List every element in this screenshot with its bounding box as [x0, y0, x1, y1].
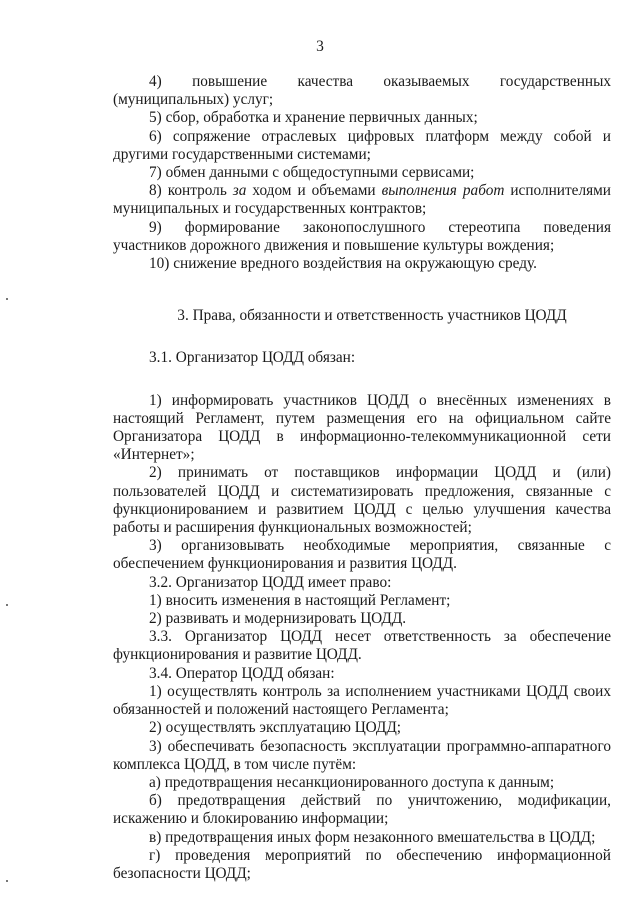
scan-margin-mark	[6, 880, 8, 882]
list-item: 1) вносить изменения в настоящий Регламент;	[149, 591, 451, 609]
subsection-title: 3.2. Организатор ЦОДД имеет право:	[149, 573, 392, 591]
list-item: г) проведения мероприятий по обеспечению информационной безопасности ЦОДД;	[113, 846, 611, 882]
list-item: 1) информировать участников ЦОДД о внесённых изменениях в настоящий Регламент, путем размещения его на официальном сайте Организатора ЦОДД в информационно-телекоммуникационной сети «Интернет»;	[113, 391, 611, 464]
scan-margin-mark	[6, 298, 8, 300]
scan-margin-mark	[6, 604, 8, 606]
list-item: а) предотвращения несанкционированного доступа к данным;	[149, 773, 555, 791]
list-item: 6) сопряжение отраслевых цифровых платформ между собой и другими государственными системами;	[113, 127, 611, 163]
subsection-title: 3.1. Организатор ЦОДД обязан:	[149, 349, 356, 367]
item8-part: исполнителями муниципальных и государственных контрактов;	[113, 182, 611, 218]
item8-part: 8) контроль	[149, 182, 233, 200]
list-item: 9) формирование законопослушного стереотипа поведения участников дорожного движения и повышение культуры вождения;	[113, 218, 611, 254]
list-item: 3) организовывать необходимые мероприятия, связанные с обеспечением функционирования и развития ЦОДД.	[113, 537, 611, 573]
list-item: 2) осуществлять эксплуатацию ЦОДД;	[149, 719, 402, 737]
document-body	[113, 73, 611, 883]
list-item: 2) развивать и модернизировать ЦОДД.	[149, 610, 407, 628]
list-item: 4) повышение качества оказываемых государственных (муниципальных) услуг;	[113, 73, 611, 109]
list-item: 3) обеспечивать безопасность эксплуатации программно-аппаратного комплекса ЦОДД, в том числе путём:	[113, 737, 611, 773]
subsection-title: 3.4. Оператор ЦОДД обязан:	[149, 664, 335, 682]
subsection-paragraph: 3.3. Организатор ЦОДД несет ответственность за обеспечение функционирования и развитие ЦОДД.	[113, 628, 611, 664]
list-item: 7) обмен данными с общедоступными сервисами;	[149, 164, 475, 182]
list-item: 10) снижение вредного воздействия на окружающую среду.	[149, 255, 537, 273]
list-item: б) предотвращения действий по уничтожению, модификации, искажению и блокированию информации;	[113, 792, 611, 828]
list-item: 1) осуществлять контроль за исполнением участниками ЦОДД своих обязанностей и положений настоящего Регламента;	[113, 682, 611, 719]
list-item: 5) сбор, обработка и хранение первичных данных;	[149, 109, 478, 127]
item8-part: ходом и объемами	[246, 182, 382, 200]
list-item-8	[113, 182, 611, 218]
item8-handwritten-insert: за	[232, 182, 247, 200]
list-item: в) предотвращения иных форм незаконного вмешательства в ЦОДД;	[149, 828, 596, 846]
page-number: 3	[316, 38, 324, 55]
item8-handwritten-insert: выполнения работ	[381, 182, 505, 200]
list-item: 2) принимать от поставщиков информации ЦОДД и (или) пользователей ЦОДД и систематизировать предложения, связанные с функционированием и развитием ЦОДД с целью улучшения качества работы и расширения функциональных возможностей;	[113, 464, 611, 537]
section-heading: 3. Права, обязанности и ответственность участников ЦОДД	[177, 307, 567, 325]
